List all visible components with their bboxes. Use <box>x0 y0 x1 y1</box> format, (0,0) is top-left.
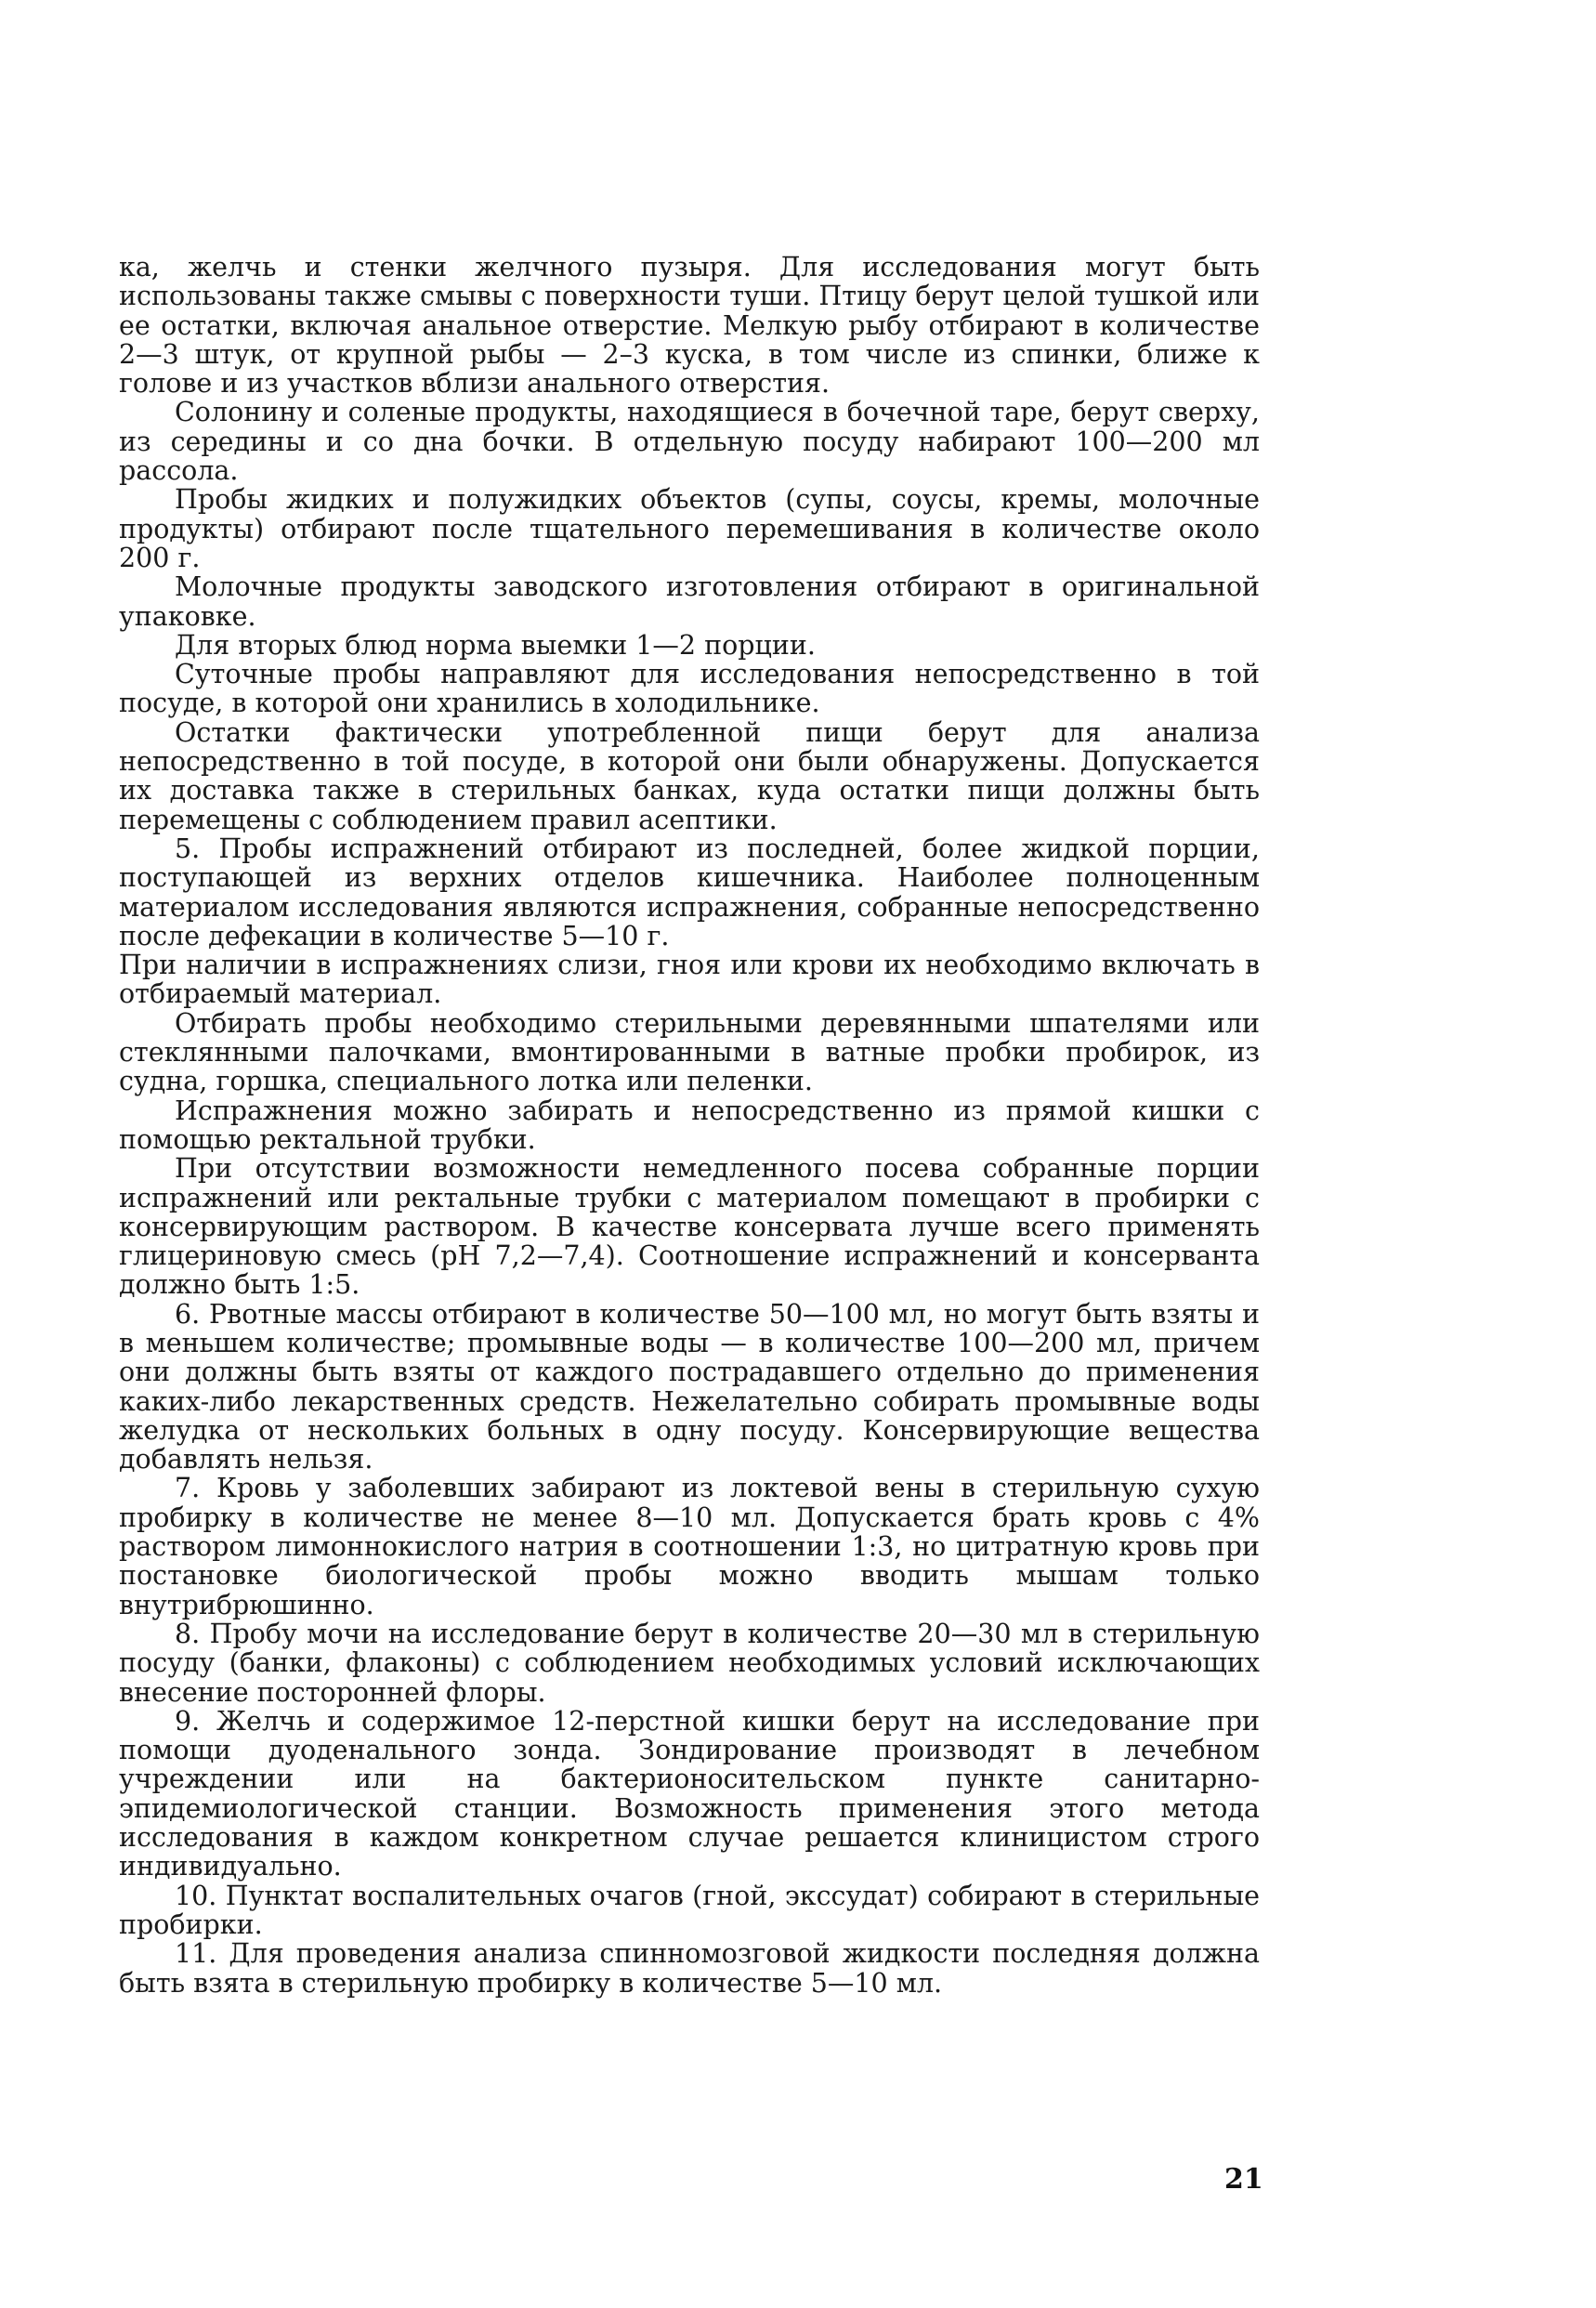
paragraph-item-8: 8. Пробу мочи на исследование берут в количестве 20—30 мл в стерильную посуду (банки, флаконы) с соблюдением необходимых условий исключающих внесение посторонней флоры. <box>119 1618 1260 1708</box>
paragraph-mucus: При наличии в испражнениях слизи, гноя или крови их необходимо включать в отбираемый материал. <box>119 950 1260 1010</box>
paragraph-item-6: 6. Рвотные массы отбирают в количестве 50—100 мл, но могут быть взяты и в меньшем количестве; промывные воды — в количестве 100—200 мл, причем они должны быть взяты от каждого пострадавшего отдельно до применения каких-либо лекарственных средств. Нежелательно собирать промывные воды желудка от нескольких больных в одну посуду. Консервирующие вещества добавлять нельзя. <box>119 1298 1260 1475</box>
paragraph-daily-samples: Суточные пробы направляют для исследования непосредственно в той посуде, в которой они хранились в холодильнике. <box>119 659 1260 719</box>
paragraph-item-9: 9. Желчь и содержимое 12-перстной кишки берут на исследование при помощи дуоденального зонда. Зондирование производят в лечебном учреждении или на бактерионосительском пункте санитарно-эпидемиологической станции. Возможность применения этого метода исследования в каждом конкретном случае решается клиницистом строго индивидуально. <box>119 1705 1260 1882</box>
paragraph-item-10: 10. Пунктат воспалительных очагов (гной, экссудат) собирают в стерильные пробирки. <box>119 1880 1260 1940</box>
paragraph-salted-products: Солонину и соленые продукты, находящиеся в бочечной таре, берут сверху, из середины и со дна бочки. В отдельную посуду набирают 100—200 мл рассола. <box>119 397 1260 487</box>
paragraph-item-11: 11. Для проведения анализа спинномозговой жидкости последняя должна быть взята в стерильную пробирку в количестве 5—10 мл. <box>119 1938 1260 1999</box>
paragraph-preservation: При отсутствии возможности немедленного посева собранные порции испражнений или ректальные трубки с материалом помещают в пробирки с консервирующим раствором. В качестве консервата лучше всего применять глицериновую смесь (pH 7,2—7,4). Соотношение испражнений и консерванта должно быть 1:5. <box>119 1153 1260 1301</box>
paragraph-rectal-tube: Испражнения можно забирать и непосредственно из прямой кишки с помощью ректальной трубки. <box>119 1095 1260 1155</box>
page-number: 21 <box>1224 2163 1263 2196</box>
paragraph-item-5: 5. Пробы испражнений отбирают из последней, более жидкой порции, поступающей из верхних отделов кишечника. Наиболее полноценным материалом исследования являются испражнения, собранные непосредственно после дефекации в количестве 5—10 г. <box>119 833 1260 951</box>
paragraph-food-remains: Остатки фактически употребленной пищи берут для анализа непосредственно в той посуде, в которой они были обнаружены. Допускается их доставка также в стерильных банках, куда остатки пищи должны быть перемещены с соблюдением правил асептики. <box>119 716 1260 835</box>
paragraph-dairy-products: Молочные продукты заводского изготовления отбирают в оригинальной упаковке. <box>119 571 1260 632</box>
paragraph-liquid-samples: Пробы жидких и полужидких объектов (супы, соусы, кремы, молочные продукты) отбирают после тщательного перемешивания в количестве около 200 г. <box>119 484 1260 573</box>
paragraph-continuation: ка, желчь и стенки желчного пузыря. Для исследования могут быть использованы также смывы с поверхности туши. Птицу берут целой тушкой или ее остатки, включая анальное отверстие. Мелкую рыбу отбирают в количестве 2—3 штук, от крупной рыбы — 2–3 куска, в том числе из спинки, ближе к голове и из участков вблизи анального отверстия. <box>119 252 1260 400</box>
body-text <box>119 253 1260 1998</box>
paragraph-second-courses: Для вторых блюд норма выемки 1—2 порции. <box>175 629 816 661</box>
paragraph-item-7: 7. Кровь у заболевших забирают из локтевой вены в стерильную сухую пробирку в количестве не менее 8—10 мл. Допускается брать кровь с 4% раствором лимоннокислого натрия в соотношении 1:3, но цитратную кровь при постановке биологической пробы можно вводить мышам только внутрибрюшинно. <box>119 1473 1260 1620</box>
paragraph-sampling-tools: Отбирать пробы необходимо стерильными деревянными шпателями или стеклянными палочками, вмонтированными в ватные пробки пробирок, из судна, горшка, специального лотка или пеленки. <box>119 1007 1260 1097</box>
